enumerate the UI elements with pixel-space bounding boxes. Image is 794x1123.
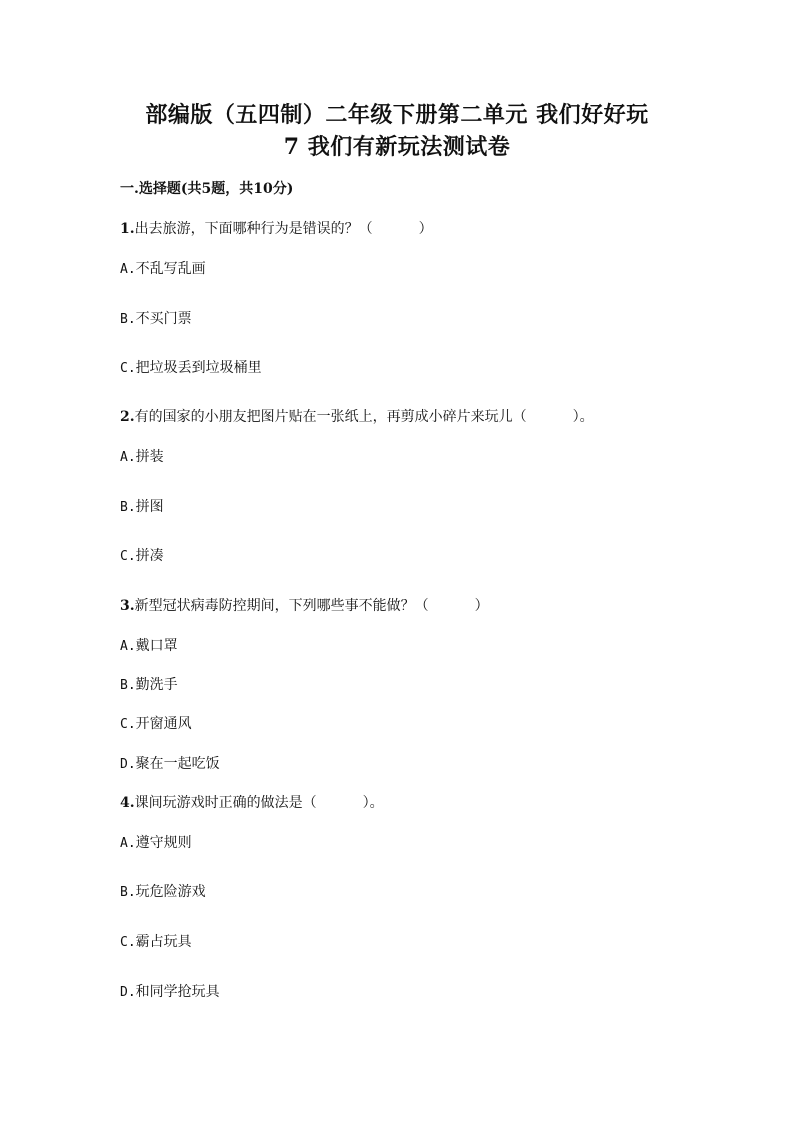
document-title-line-2: 7 我们有新玩法测试卷: [283, 134, 511, 160]
question-text-end: ）: [418, 221, 433, 237]
option-text: 聚在一起吃饭: [135, 756, 220, 772]
option-text: 不乱写乱画: [135, 261, 206, 277]
question-text: 出去旅游，下面哪种行为是错误的？（: [134, 221, 373, 237]
option-b: [120, 496, 164, 516]
option-a: [120, 446, 164, 466]
option-letter: B.: [120, 312, 136, 327]
option-letter: B.: [120, 678, 136, 693]
section-heading: 一.选择题(共5题，共10分): [120, 181, 294, 197]
question-2: [120, 406, 594, 426]
question-number: 3.: [120, 598, 135, 614]
option-letter: C.: [120, 549, 136, 564]
option-text: 戴口罩: [135, 638, 178, 654]
option-d: [120, 753, 220, 773]
option-letter: C.: [120, 361, 136, 376]
option-letter: C.: [120, 935, 136, 950]
question-number: 1.: [120, 221, 135, 237]
document-title-line-1: 部编版（五四制）二年级下册第二单元 我们好好玩: [145, 102, 649, 128]
question-1: [120, 218, 433, 238]
question-text-end: ）。: [572, 409, 594, 425]
option-b: [120, 674, 178, 694]
option-b: [120, 308, 192, 328]
option-letter: D.: [120, 757, 136, 772]
option-d: [120, 981, 220, 1001]
option-text: 勤洗手: [135, 677, 178, 693]
option-text: 拼装: [135, 449, 164, 465]
option-letter: C.: [120, 717, 136, 732]
option-text: 拼图: [135, 499, 164, 515]
option-c: [120, 713, 192, 733]
option-letter: A.: [120, 639, 136, 654]
option-a: [120, 258, 206, 278]
question-text: 新型冠状病毒防控期间，下列哪些事不能做？（: [134, 598, 429, 614]
option-c: [120, 357, 262, 377]
option-text: 遵守规则: [135, 835, 192, 851]
option-text: 拼凑: [135, 548, 164, 564]
question-number: 4.: [120, 795, 135, 811]
option-text: 玩危险游戏: [135, 884, 206, 900]
option-letter: A.: [120, 262, 136, 277]
question-text-end: ）: [474, 598, 489, 614]
option-b: [120, 881, 206, 901]
option-a: [120, 635, 178, 655]
option-letter: B.: [120, 885, 136, 900]
option-a: [120, 832, 192, 852]
question-3: [120, 595, 489, 615]
option-letter: D.: [120, 985, 136, 1000]
option-letter: A.: [120, 836, 136, 851]
option-text: 不买门票: [135, 311, 192, 327]
option-text: 霸占玩具: [135, 934, 192, 950]
question-number: 2.: [120, 409, 135, 425]
option-letter: A.: [120, 450, 136, 465]
option-letter: B.: [120, 500, 136, 515]
question-text-end: ）。: [362, 795, 384, 811]
option-text: 和同学抢玩具: [135, 984, 220, 1000]
option-text: 开窗通风: [135, 716, 192, 732]
option-c: [120, 545, 164, 565]
question-text: 课间玩游戏时正确的做法是（: [134, 795, 317, 811]
question-text: 有的国家的小朋友把图片贴在一张纸上，再剪成小碎片来玩儿（: [134, 409, 527, 425]
question-4: [120, 792, 384, 812]
option-text: 把垃圾丢到垃圾桶里: [135, 360, 262, 376]
option-c: [120, 931, 192, 951]
